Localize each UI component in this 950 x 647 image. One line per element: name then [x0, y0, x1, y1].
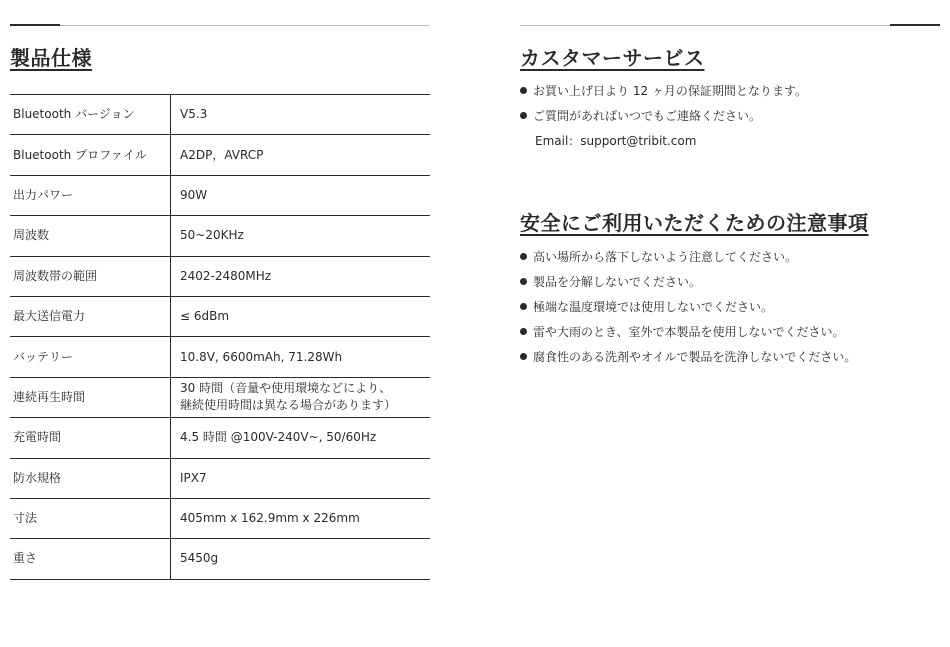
service-list: [520, 79, 807, 129]
table-row: [10, 296, 430, 336]
table-row: [10, 216, 430, 256]
spec-value: [171, 377, 431, 417]
spec-value: 4.5 時間 @100V-240V~, 50/60Hz: [171, 418, 431, 458]
table-row: [10, 95, 430, 135]
spec-key: 防水規格: [10, 458, 171, 498]
top-rule-left: [10, 25, 430, 26]
service-title: カスタマーサービス: [520, 46, 705, 70]
spec-value: 90W: [171, 175, 431, 215]
spec-key: 充電時間: [10, 418, 171, 458]
spec-value: 5450g: [171, 539, 431, 579]
list-item: お買い上げ日より 12 ヶ月の保証期間となります。: [520, 79, 807, 104]
table-row: [10, 135, 430, 175]
spec-table: [10, 94, 430, 580]
table-row: [10, 458, 430, 498]
spec-value: A2DP，AVRCP: [171, 135, 431, 175]
list-item: 極端な温度環境では使用しないでください。: [520, 295, 856, 320]
top-rule-right: [520, 25, 940, 26]
list-item: 雷や大雨のとき、室外で本製品を使用しないでください。: [520, 320, 856, 345]
safety-title: 安全にご利用いただくための注意事項: [520, 211, 869, 235]
spec-value: 405mm x 162.9mm x 226mm: [171, 498, 431, 538]
spec-value: 10.8V, 6600mAh, 71.28Wh: [171, 337, 431, 377]
list-item: 腐食性のある洗剤やオイルで製品を洗浄しないでください。: [520, 345, 856, 370]
bullet-icon: [520, 328, 527, 335]
spec-value: 50~20KHz: [171, 216, 431, 256]
top-rule-right-accent: [890, 24, 940, 26]
table-row: [10, 175, 430, 215]
bullet-icon: [520, 278, 527, 285]
table-row: [10, 539, 430, 579]
spec-title: 製品仕様: [10, 46, 92, 70]
spec-key: 重さ: [10, 539, 171, 579]
top-rule-left-accent: [10, 24, 60, 26]
safety-list: [520, 245, 856, 370]
table-row: [10, 256, 430, 296]
spec-key: Bluetooth プロファイル: [10, 135, 171, 175]
spec-key: 連続再生時間: [10, 377, 171, 417]
spec-value-line: 継続使用時間は異なる場合があります）: [180, 398, 397, 413]
bullet-icon: [520, 353, 527, 360]
spec-key: バッテリー: [10, 337, 171, 377]
spec-value: ≤ 6dBm: [171, 296, 431, 336]
spec-value-line: 30 時間（音量や使用環境などにより、: [180, 381, 392, 396]
list-item: ご質問があればいつでもご連絡ください。: [520, 104, 807, 129]
spec-value: V5.3: [171, 95, 431, 135]
table-row: [10, 498, 430, 538]
list-item: 高い場所から落下しないよう注意してください。: [520, 245, 856, 270]
support-email: Email：support@tribit.com: [535, 134, 697, 148]
list-item: 製品を分解しないでください。: [520, 270, 856, 295]
table-row: [10, 377, 430, 417]
spec-key: 周波数帯の範囲: [10, 256, 171, 296]
spec-key: 出力パワー: [10, 175, 171, 215]
bullet-icon: [520, 303, 527, 310]
bullet-icon: [520, 87, 527, 94]
table-row: [10, 337, 430, 377]
spec-value: IPX7: [171, 458, 431, 498]
spec-key: 寸法: [10, 498, 171, 538]
spec-key: 周波数: [10, 216, 171, 256]
spec-value: 2402-2480MHz: [171, 256, 431, 296]
bullet-icon: [520, 253, 527, 260]
table-row: [10, 418, 430, 458]
spec-key: Bluetooth バージョン: [10, 95, 171, 135]
spec-key: 最大送信電力: [10, 296, 171, 336]
bullet-icon: [520, 112, 527, 119]
